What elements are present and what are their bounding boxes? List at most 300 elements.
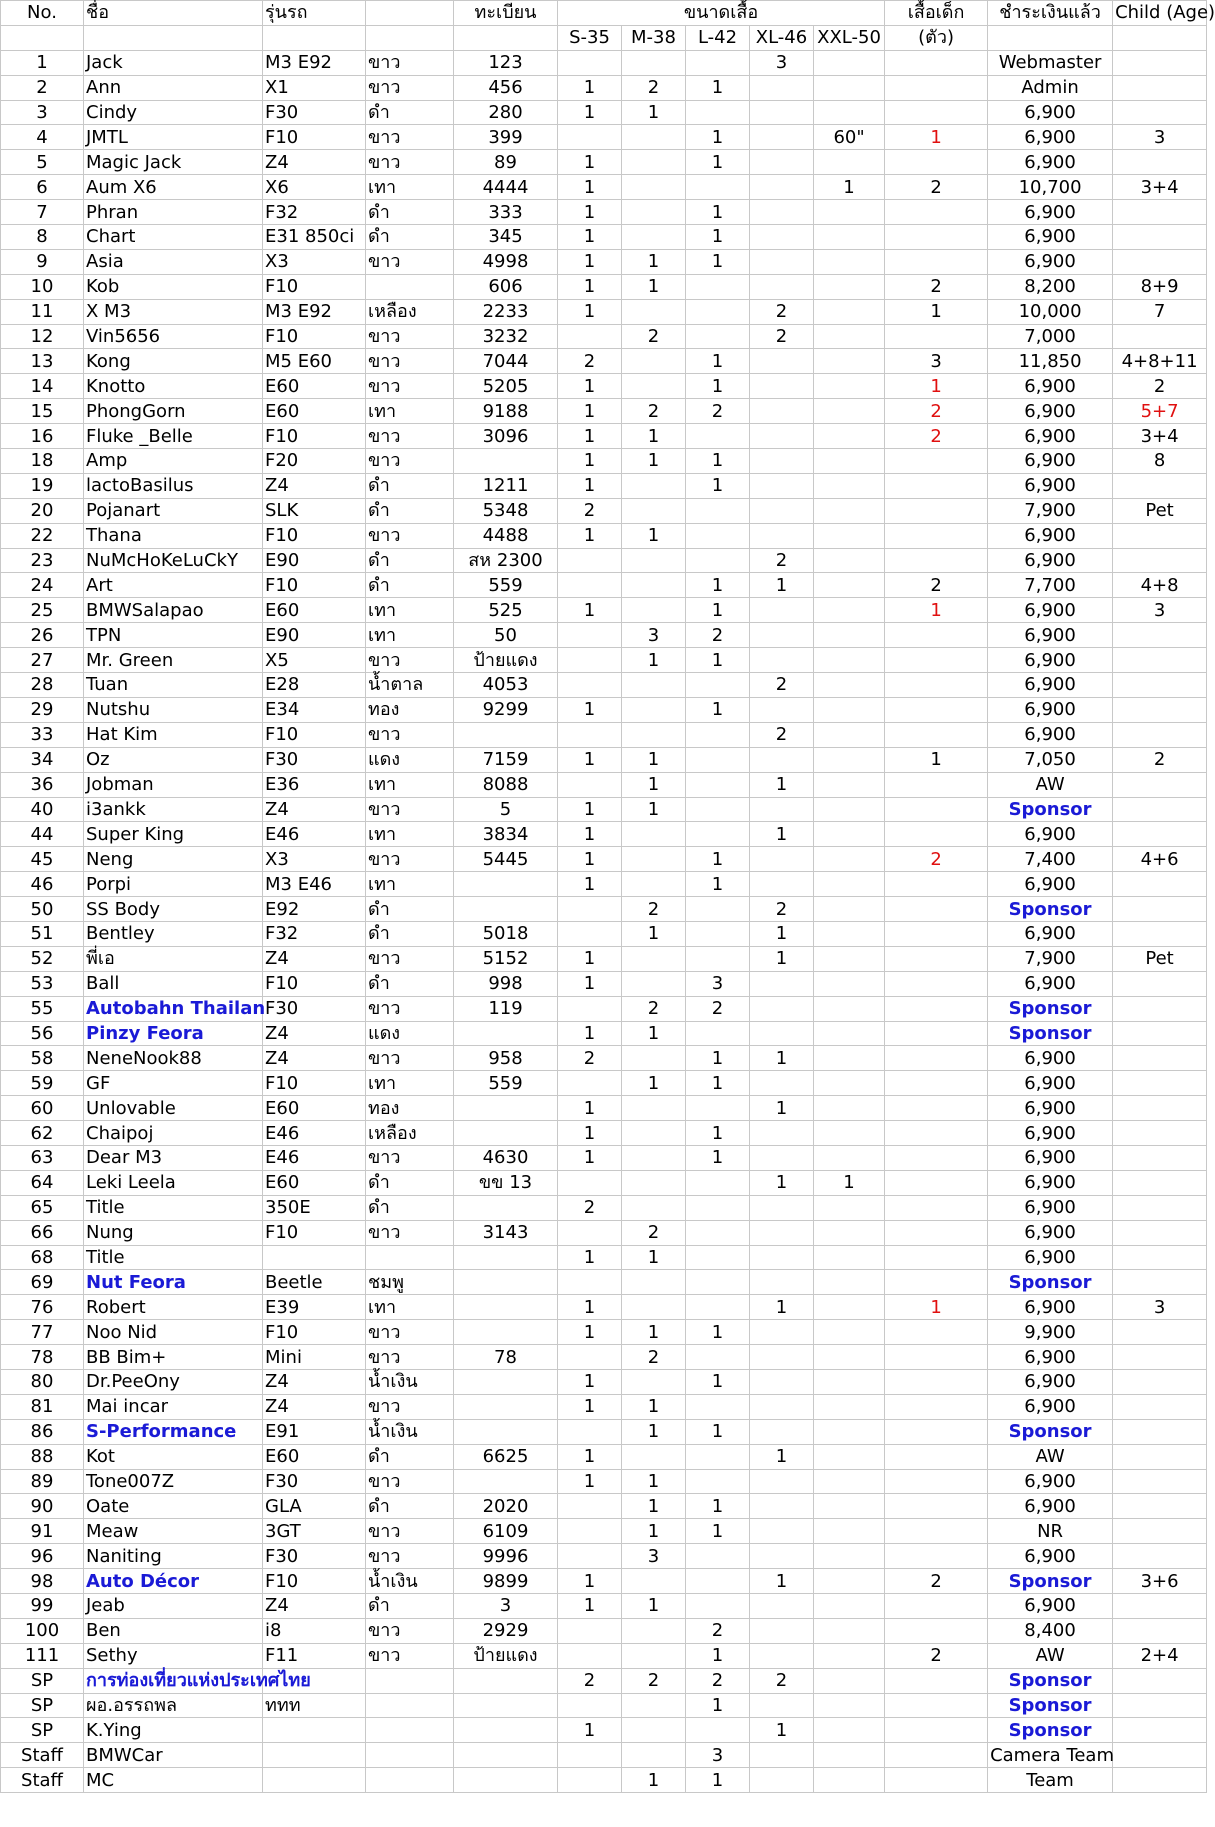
cell-plate[interactable]: 5: [454, 797, 558, 822]
cell-size-xl[interactable]: 3: [750, 50, 814, 75]
cell-size-m[interactable]: [622, 573, 686, 598]
cell-model[interactable]: Z4: [263, 150, 366, 175]
cell-size-s[interactable]: [558, 50, 622, 75]
cell-no[interactable]: 76: [1, 1295, 84, 1320]
cell-no[interactable]: 28: [1, 673, 84, 698]
cell-plate[interactable]: 9299: [454, 697, 558, 722]
cell-size-xl[interactable]: [750, 1494, 814, 1519]
cell-name[interactable]: Chaipoj: [84, 1121, 263, 1146]
cell-model[interactable]: E31 850ci: [263, 225, 366, 250]
cell-no[interactable]: 64: [1, 1170, 84, 1195]
cell-color[interactable]: ดำ: [366, 498, 454, 523]
cell-size-xl[interactable]: 1: [750, 573, 814, 598]
cell-size-xxl[interactable]: [814, 1145, 885, 1170]
cell-size-xxl[interactable]: [814, 1668, 885, 1693]
cell-size-m[interactable]: [622, 847, 686, 872]
cell-paid[interactable]: 6,900: [988, 374, 1113, 399]
cell-size-l[interactable]: [686, 1569, 750, 1594]
cell-model[interactable]: F10: [263, 1220, 366, 1245]
cell-child-age[interactable]: [1113, 1444, 1207, 1469]
cell-name[interactable]: Neng: [84, 847, 263, 872]
cell-size-xl[interactable]: [750, 449, 814, 474]
cell-size-xxl[interactable]: [814, 1245, 885, 1270]
cell-child-age[interactable]: [1113, 772, 1207, 797]
cell-plate[interactable]: 606: [454, 274, 558, 299]
cell-color[interactable]: [366, 274, 454, 299]
cell-name[interactable]: Unlovable: [84, 1096, 263, 1121]
cell-plate[interactable]: [454, 1693, 558, 1718]
cell-size-l[interactable]: [686, 324, 750, 349]
cell-size-m[interactable]: 2: [622, 324, 686, 349]
cell-child-age[interactable]: 8: [1113, 449, 1207, 474]
cell-size-m[interactable]: [622, 1444, 686, 1469]
cell-plate[interactable]: [454, 1295, 558, 1320]
cell-size-xxl[interactable]: [814, 1394, 885, 1419]
cell-kid-shirt[interactable]: [885, 1195, 988, 1220]
cell-paid[interactable]: Sponsor: [988, 1021, 1113, 1046]
cell-child-age[interactable]: [1113, 722, 1207, 747]
cell-model[interactable]: M3 E46: [263, 872, 366, 897]
cell-size-s[interactable]: 1: [558, 1295, 622, 1320]
cell-plate[interactable]: [454, 872, 558, 897]
cell-kid-shirt[interactable]: [885, 548, 988, 573]
cell-color[interactable]: ดำ: [366, 225, 454, 250]
cell-size-xl[interactable]: 2: [750, 324, 814, 349]
cell-plate[interactable]: 7044: [454, 349, 558, 374]
cell-size-l[interactable]: 1: [686, 1369, 750, 1394]
cell-size-s[interactable]: 1: [558, 971, 622, 996]
cell-size-s[interactable]: 1: [558, 1369, 622, 1394]
cell-model[interactable]: E60: [263, 1444, 366, 1469]
cell-name[interactable]: Autobahn Thailan: [84, 996, 263, 1021]
cell-size-xxl[interactable]: [814, 1519, 885, 1544]
cell-kid-shirt[interactable]: 1: [885, 374, 988, 399]
cell-child-age[interactable]: 4+8+11: [1113, 349, 1207, 374]
cell-size-m[interactable]: 3: [622, 1544, 686, 1569]
cell-no[interactable]: 2: [1, 75, 84, 100]
cell-size-m[interactable]: [622, 1569, 686, 1594]
header2-blank[interactable]: [1, 25, 84, 50]
cell-size-s[interactable]: 1: [558, 1594, 622, 1619]
cell-kid-shirt[interactable]: [885, 797, 988, 822]
cell-size-s[interactable]: 1: [558, 100, 622, 125]
cell-paid[interactable]: 9,900: [988, 1320, 1113, 1345]
cell-size-m[interactable]: 1: [622, 1245, 686, 1270]
cell-size-s[interactable]: 1: [558, 1444, 622, 1469]
cell-plate[interactable]: 2020: [454, 1494, 558, 1519]
cell-no[interactable]: 53: [1, 971, 84, 996]
cell-no[interactable]: 81: [1, 1394, 84, 1419]
cell-no[interactable]: 52: [1, 946, 84, 971]
cell-kid-shirt[interactable]: 1: [885, 1295, 988, 1320]
cell-kid-shirt[interactable]: 1: [885, 125, 988, 150]
cell-plate[interactable]: 5445: [454, 847, 558, 872]
cell-model[interactable]: F10: [263, 523, 366, 548]
cell-size-m[interactable]: 1: [622, 523, 686, 548]
cell-child-age[interactable]: 2: [1113, 747, 1207, 772]
cell-plate[interactable]: [454, 1320, 558, 1345]
cell-kid-shirt[interactable]: [885, 623, 988, 648]
cell-color[interactable]: น้ำเงิน: [366, 1419, 454, 1444]
cell-size-xxl[interactable]: [814, 1768, 885, 1793]
cell-name[interactable]: Title: [84, 1195, 263, 1220]
cell-size-l[interactable]: [686, 1170, 750, 1195]
cell-size-m[interactable]: [622, 299, 686, 324]
cell-no[interactable]: 58: [1, 1046, 84, 1071]
cell-size-s[interactable]: 1: [558, 1021, 622, 1046]
cell-size-m[interactable]: [622, 374, 686, 399]
cell-size-s[interactable]: 1: [558, 1394, 622, 1419]
cell-size-l[interactable]: 1: [686, 125, 750, 150]
cell-size-xxl[interactable]: [814, 1345, 885, 1370]
cell-no[interactable]: 80: [1, 1369, 84, 1394]
cell-child-age[interactable]: [1113, 697, 1207, 722]
cell-paid[interactable]: 8,400: [988, 1618, 1113, 1643]
cell-color[interactable]: ดำ: [366, 1594, 454, 1619]
cell-name[interactable]: Dear M3: [84, 1145, 263, 1170]
cell-model[interactable]: E91: [263, 1419, 366, 1444]
cell-name[interactable]: Kot: [84, 1444, 263, 1469]
cell-size-m[interactable]: 1: [622, 100, 686, 125]
cell-kid-shirt[interactable]: [885, 1693, 988, 1718]
cell-paid[interactable]: 6,900: [988, 150, 1113, 175]
cell-size-m[interactable]: [622, 225, 686, 250]
header2-blank[interactable]: [1113, 25, 1207, 50]
cell-no[interactable]: 69: [1, 1270, 84, 1295]
cell-size-xl[interactable]: [750, 1369, 814, 1394]
cell-plate[interactable]: 119: [454, 996, 558, 1021]
cell-plate[interactable]: [454, 1718, 558, 1743]
cell-size-l[interactable]: 2: [686, 623, 750, 648]
cell-color[interactable]: ขาว: [366, 1519, 454, 1544]
cell-size-s[interactable]: 1: [558, 598, 622, 623]
cell-paid[interactable]: 7,900: [988, 946, 1113, 971]
cell-kid-shirt[interactable]: 2: [885, 175, 988, 200]
cell-child-age[interactable]: [1113, 1245, 1207, 1270]
cell-size-m[interactable]: 1: [622, 1494, 686, 1519]
cell-size-xxl[interactable]: [814, 573, 885, 598]
cell-no[interactable]: Staff: [1, 1768, 84, 1793]
cell-size-s[interactable]: [558, 1345, 622, 1370]
cell-name[interactable]: BMWCar: [84, 1743, 263, 1768]
cell-color[interactable]: ขาว: [366, 946, 454, 971]
cell-color[interactable]: แดง: [366, 747, 454, 772]
cell-paid[interactable]: Sponsor: [988, 1569, 1113, 1594]
cell-name[interactable]: Art: [84, 573, 263, 598]
cell-name[interactable]: Nut Feora: [84, 1270, 263, 1295]
cell-size-m[interactable]: [622, 125, 686, 150]
cell-model[interactable]: M3 E92: [263, 50, 366, 75]
cell-child-age[interactable]: [1113, 324, 1207, 349]
cell-size-xxl[interactable]: [814, 921, 885, 946]
cell-model[interactable]: F30: [263, 1469, 366, 1494]
cell-child-age[interactable]: [1113, 673, 1207, 698]
cell-no[interactable]: 99: [1, 1594, 84, 1619]
cell-no[interactable]: 98: [1, 1569, 84, 1594]
cell-size-s[interactable]: 1: [558, 1469, 622, 1494]
cell-color[interactable]: เทา: [366, 872, 454, 897]
cell-model[interactable]: [263, 1768, 366, 1793]
cell-size-m[interactable]: [622, 1046, 686, 1071]
cell-size-l[interactable]: [686, 299, 750, 324]
cell-kid-shirt[interactable]: [885, 822, 988, 847]
cell-size-l[interactable]: [686, 1394, 750, 1419]
cell-name[interactable]: Thana: [84, 523, 263, 548]
cell-plate[interactable]: [454, 1369, 558, 1394]
cell-color[interactable]: ดำ: [366, 971, 454, 996]
cell-no[interactable]: 24: [1, 573, 84, 598]
header-kid-unit[interactable]: (ตัว): [885, 25, 988, 50]
cell-size-s[interactable]: [558, 573, 622, 598]
header-color[interactable]: [366, 1, 454, 26]
cell-model[interactable]: ททท: [263, 1693, 366, 1718]
cell-kid-shirt[interactable]: 2: [885, 1569, 988, 1594]
cell-size-xxl[interactable]: [814, 1220, 885, 1245]
cell-paid[interactable]: 6,900: [988, 523, 1113, 548]
cell-name[interactable]: Super King: [84, 822, 263, 847]
cell-model[interactable]: X3: [263, 249, 366, 274]
cell-size-s[interactable]: 2: [558, 1195, 622, 1220]
cell-model[interactable]: F10: [263, 274, 366, 299]
cell-size-m[interactable]: 1: [622, 747, 686, 772]
cell-paid[interactable]: 10,000: [988, 299, 1113, 324]
cell-size-l[interactable]: 1: [686, 1320, 750, 1345]
cell-model[interactable]: F30: [263, 747, 366, 772]
cell-kid-shirt[interactable]: [885, 249, 988, 274]
cell-size-xxl[interactable]: [814, 1618, 885, 1643]
cell-color[interactable]: ขาว: [366, 1618, 454, 1643]
cell-size-s[interactable]: 1: [558, 872, 622, 897]
cell-child-age[interactable]: 3+4: [1113, 175, 1207, 200]
cell-size-m[interactable]: [622, 1170, 686, 1195]
cell-kid-shirt[interactable]: [885, 1444, 988, 1469]
cell-size-xxl[interactable]: [814, 1643, 885, 1668]
cell-no[interactable]: 33: [1, 722, 84, 747]
cell-plate[interactable]: 1211: [454, 473, 558, 498]
cell-size-l[interactable]: [686, 1096, 750, 1121]
cell-paid[interactable]: 7,050: [988, 747, 1113, 772]
cell-child-age[interactable]: [1113, 548, 1207, 573]
cell-kid-shirt[interactable]: [885, 100, 988, 125]
cell-plate[interactable]: 3096: [454, 424, 558, 449]
cell-no[interactable]: 88: [1, 1444, 84, 1469]
cell-size-m[interactable]: [622, 473, 686, 498]
cell-size-xl[interactable]: [750, 1594, 814, 1619]
cell-paid[interactable]: 7,000: [988, 324, 1113, 349]
cell-child-age[interactable]: [1113, 150, 1207, 175]
cell-model[interactable]: F10: [263, 1569, 366, 1594]
cell-size-xxl[interactable]: [814, 1419, 885, 1444]
cell-size-xxl[interactable]: [814, 648, 885, 673]
cell-name[interactable]: Jack: [84, 50, 263, 75]
cell-size-l[interactable]: 1: [686, 1693, 750, 1718]
cell-size-l[interactable]: [686, 673, 750, 698]
cell-paid[interactable]: AW: [988, 1444, 1113, 1469]
cell-paid[interactable]: Team: [988, 1768, 1113, 1793]
cell-paid[interactable]: 7,900: [988, 498, 1113, 523]
cell-color[interactable]: ทอง: [366, 1096, 454, 1121]
cell-size-xxl[interactable]: [814, 1295, 885, 1320]
cell-child-age[interactable]: 8+9: [1113, 274, 1207, 299]
cell-plate[interactable]: [454, 1270, 558, 1295]
cell-name[interactable]: ผอ.อรรถพล: [84, 1693, 263, 1718]
cell-paid[interactable]: 6,900: [988, 598, 1113, 623]
cell-color[interactable]: ขาว: [366, 797, 454, 822]
cell-size-s[interactable]: 1: [558, 75, 622, 100]
cell-paid[interactable]: 6,900: [988, 1046, 1113, 1071]
cell-plate[interactable]: 78: [454, 1345, 558, 1370]
cell-size-xxl[interactable]: [814, 1021, 885, 1046]
cell-kid-shirt[interactable]: [885, 449, 988, 474]
cell-size-xxl[interactable]: [814, 225, 885, 250]
cell-child-age[interactable]: [1113, 996, 1207, 1021]
cell-size-l[interactable]: 2: [686, 1668, 750, 1693]
cell-color[interactable]: ขาว: [366, 1643, 454, 1668]
cell-size-xl[interactable]: 1: [750, 1569, 814, 1594]
cell-paid[interactable]: 6,900: [988, 1071, 1113, 1096]
cell-model[interactable]: E60: [263, 1096, 366, 1121]
cell-no[interactable]: 111: [1, 1643, 84, 1668]
cell-child-age[interactable]: [1113, 523, 1207, 548]
cell-child-age[interactable]: Pet: [1113, 498, 1207, 523]
cell-model[interactable]: F10: [263, 1071, 366, 1096]
cell-kid-shirt[interactable]: [885, 1594, 988, 1619]
cell-child-age[interactable]: [1113, 648, 1207, 673]
cell-size-m[interactable]: [622, 1270, 686, 1295]
cell-plate[interactable]: [454, 1096, 558, 1121]
cell-size-xl[interactable]: [750, 399, 814, 424]
cell-child-age[interactable]: [1113, 1270, 1207, 1295]
cell-size-xxl[interactable]: [814, 722, 885, 747]
cell-name[interactable]: Leki Leela: [84, 1170, 263, 1195]
cell-size-s[interactable]: [558, 1743, 622, 1768]
cell-size-s[interactable]: 1: [558, 1245, 622, 1270]
cell-size-s[interactable]: 1: [558, 697, 622, 722]
cell-size-l[interactable]: 1: [686, 872, 750, 897]
cell-size-l[interactable]: [686, 1444, 750, 1469]
cell-kid-shirt[interactable]: [885, 772, 988, 797]
cell-size-xl[interactable]: 1: [750, 1444, 814, 1469]
cell-no[interactable]: 63: [1, 1145, 84, 1170]
cell-no[interactable]: 20: [1, 498, 84, 523]
cell-size-m[interactable]: 1: [622, 1519, 686, 1544]
cell-size-xl[interactable]: [750, 1245, 814, 1270]
cell-size-s[interactable]: 1: [558, 274, 622, 299]
cell-paid[interactable]: 6,900: [988, 125, 1113, 150]
cell-size-l[interactable]: 2: [686, 1618, 750, 1643]
cell-size-l[interactable]: 1: [686, 648, 750, 673]
header-no[interactable]: No.: [1, 1, 84, 26]
cell-size-xxl[interactable]: [814, 772, 885, 797]
cell-paid[interactable]: 6,900: [988, 249, 1113, 274]
cell-size-s[interactable]: [558, 548, 622, 573]
cell-kid-shirt[interactable]: 2: [885, 399, 988, 424]
cell-paid[interactable]: AW: [988, 1643, 1113, 1668]
cell-no[interactable]: 1: [1, 50, 84, 75]
cell-paid[interactable]: Sponsor: [988, 797, 1113, 822]
cell-kid-shirt[interactable]: [885, 1419, 988, 1444]
cell-child-age[interactable]: [1113, 1618, 1207, 1643]
cell-size-s[interactable]: [558, 324, 622, 349]
cell-color[interactable]: ขาว: [366, 1544, 454, 1569]
cell-size-l[interactable]: [686, 1295, 750, 1320]
cell-child-age[interactable]: [1113, 200, 1207, 225]
cell-size-m[interactable]: 2: [622, 1345, 686, 1370]
cell-size-s[interactable]: 1: [558, 399, 622, 424]
cell-color[interactable]: ดำ: [366, 473, 454, 498]
cell-kid-shirt[interactable]: [885, 1743, 988, 1768]
cell-child-age[interactable]: [1113, 1369, 1207, 1394]
cell-plate[interactable]: 333: [454, 200, 558, 225]
cell-name[interactable]: Kong: [84, 349, 263, 374]
cell-kid-shirt[interactable]: [885, 1345, 988, 1370]
cell-size-xxl[interactable]: [814, 1270, 885, 1295]
cell-color[interactable]: [366, 1718, 454, 1743]
cell-size-xxl[interactable]: [814, 473, 885, 498]
cell-color[interactable]: [366, 1668, 454, 1693]
cell-size-xl[interactable]: [750, 498, 814, 523]
cell-kid-shirt[interactable]: 2: [885, 1643, 988, 1668]
cell-size-xxl[interactable]: [814, 424, 885, 449]
cell-plate[interactable]: 3143: [454, 1220, 558, 1245]
cell-paid[interactable]: Sponsor: [988, 1718, 1113, 1743]
cell-color[interactable]: น้ำเงิน: [366, 1369, 454, 1394]
cell-size-xxl[interactable]: [814, 822, 885, 847]
cell-size-xxl[interactable]: [814, 75, 885, 100]
cell-plate[interactable]: 2929: [454, 1618, 558, 1643]
cell-size-s[interactable]: 1: [558, 424, 622, 449]
cell-kid-shirt[interactable]: [885, 996, 988, 1021]
cell-size-m[interactable]: [622, 946, 686, 971]
cell-model[interactable]: Z4: [263, 1021, 366, 1046]
cell-size-m[interactable]: 1: [622, 1469, 686, 1494]
cell-size-l[interactable]: [686, 424, 750, 449]
cell-size-l[interactable]: 1: [686, 150, 750, 175]
cell-model[interactable]: F30: [263, 100, 366, 125]
cell-size-xl[interactable]: [750, 1768, 814, 1793]
cell-size-xl[interactable]: [750, 1618, 814, 1643]
cell-paid[interactable]: AW: [988, 772, 1113, 797]
cell-name[interactable]: X M3: [84, 299, 263, 324]
cell-plate[interactable]: [454, 1245, 558, 1270]
cell-name[interactable]: NuMcHoKeLuCkY: [84, 548, 263, 573]
cell-no[interactable]: 9: [1, 249, 84, 274]
cell-size-l[interactable]: 1: [686, 1768, 750, 1793]
cell-plate[interactable]: 7159: [454, 747, 558, 772]
cell-paid[interactable]: 6,900: [988, 200, 1113, 225]
cell-size-xl[interactable]: [750, 1419, 814, 1444]
cell-paid[interactable]: 6,900: [988, 872, 1113, 897]
cell-child-age[interactable]: Pet: [1113, 946, 1207, 971]
cell-kid-shirt[interactable]: 3: [885, 349, 988, 374]
cell-model[interactable]: F10: [263, 125, 366, 150]
cell-color[interactable]: ดำ: [366, 1444, 454, 1469]
cell-size-s[interactable]: [558, 1519, 622, 1544]
cell-paid[interactable]: 6,900: [988, 399, 1113, 424]
cell-size-l[interactable]: [686, 175, 750, 200]
cell-size-xl[interactable]: 1: [750, 1096, 814, 1121]
cell-model[interactable]: F10: [263, 573, 366, 598]
cell-name[interactable]: Oz: [84, 747, 263, 772]
cell-size-m[interactable]: 1: [622, 648, 686, 673]
cell-size-m[interactable]: 1: [622, 1320, 686, 1345]
cell-child-age[interactable]: [1113, 897, 1207, 922]
cell-size-xl[interactable]: [750, 648, 814, 673]
cell-size-s[interactable]: 1: [558, 946, 622, 971]
cell-color[interactable]: ขาว: [366, 424, 454, 449]
cell-size-m[interactable]: 2: [622, 399, 686, 424]
cell-size-xl[interactable]: [750, 996, 814, 1021]
